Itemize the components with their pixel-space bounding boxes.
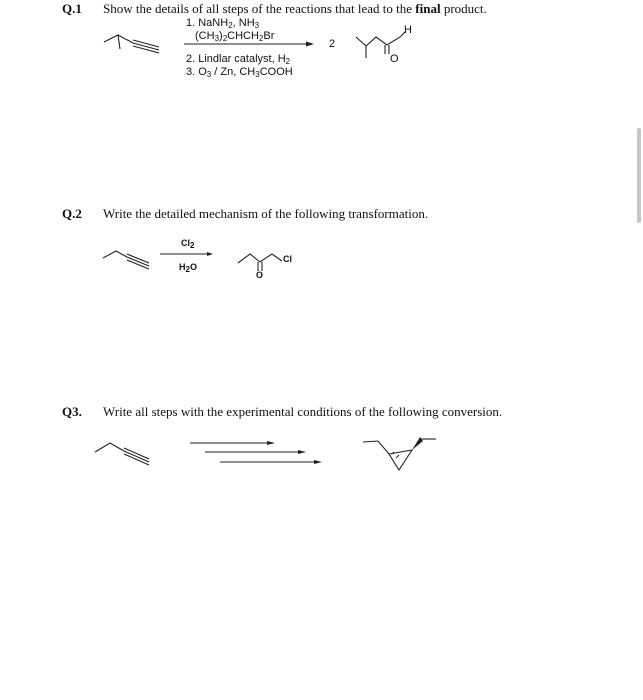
q1-reaction-arrow [184,42,314,47]
q1-text-bold: final [415,1,441,16]
q2-reagent-bottom: $H_2O$ [179,262,197,274]
q1-number: Q.1 [62,1,82,16]
q3-product-cyclopropane [363,439,436,470]
q1-reagent-2: $(CH_3)_2CHCH_2Br$ [195,30,275,43]
q3-number: Q3. [62,404,82,419]
q3-text: Write all steps with the experimental conditions of the following conversion. [103,404,503,419]
q1-text-before: Show the details of all steps of the reactions that lead to the [103,1,416,16]
q1-reagent-4: 3. $O_3$ / Zn, $CH_3COOH$ [186,66,293,79]
q2-number: Q.2 [62,206,82,221]
q1-coefficient: 2 [329,38,336,50]
q3-starting-alkyne [95,443,149,465]
q1-starting-alkyne [104,35,159,53]
q2-text: Write the detailed mechanism of the following transformation. [103,206,429,221]
q2-reaction-arrow [160,252,213,256]
q3-arrow-1 [190,441,275,445]
q2-product-chloroketone [238,254,282,271]
q2-atom-cl: Cl [283,254,292,264]
q1-reagent-3: 2. Lindlar catalyst, $H_2$ [186,53,291,66]
q1-atom-h: H [404,24,412,36]
q1-product-aldehyde [356,31,406,58]
q1-atom-o: O [390,53,399,65]
q1-text-after: product. [440,1,487,16]
q3-wedge-bond [412,437,423,450]
q3-arrow-2 [205,450,306,454]
q1-reagent-1: 1. NaNH$_2$, $NH_3$ [186,17,260,30]
q2-reagent-top: $Cl_2$ [181,238,195,250]
scrollbar-thumb[interactable] [637,128,641,223]
q2-atom-o: O [256,270,264,280]
q2-starting-alkyne [103,251,149,269]
q3-arrow-3 [220,460,322,464]
